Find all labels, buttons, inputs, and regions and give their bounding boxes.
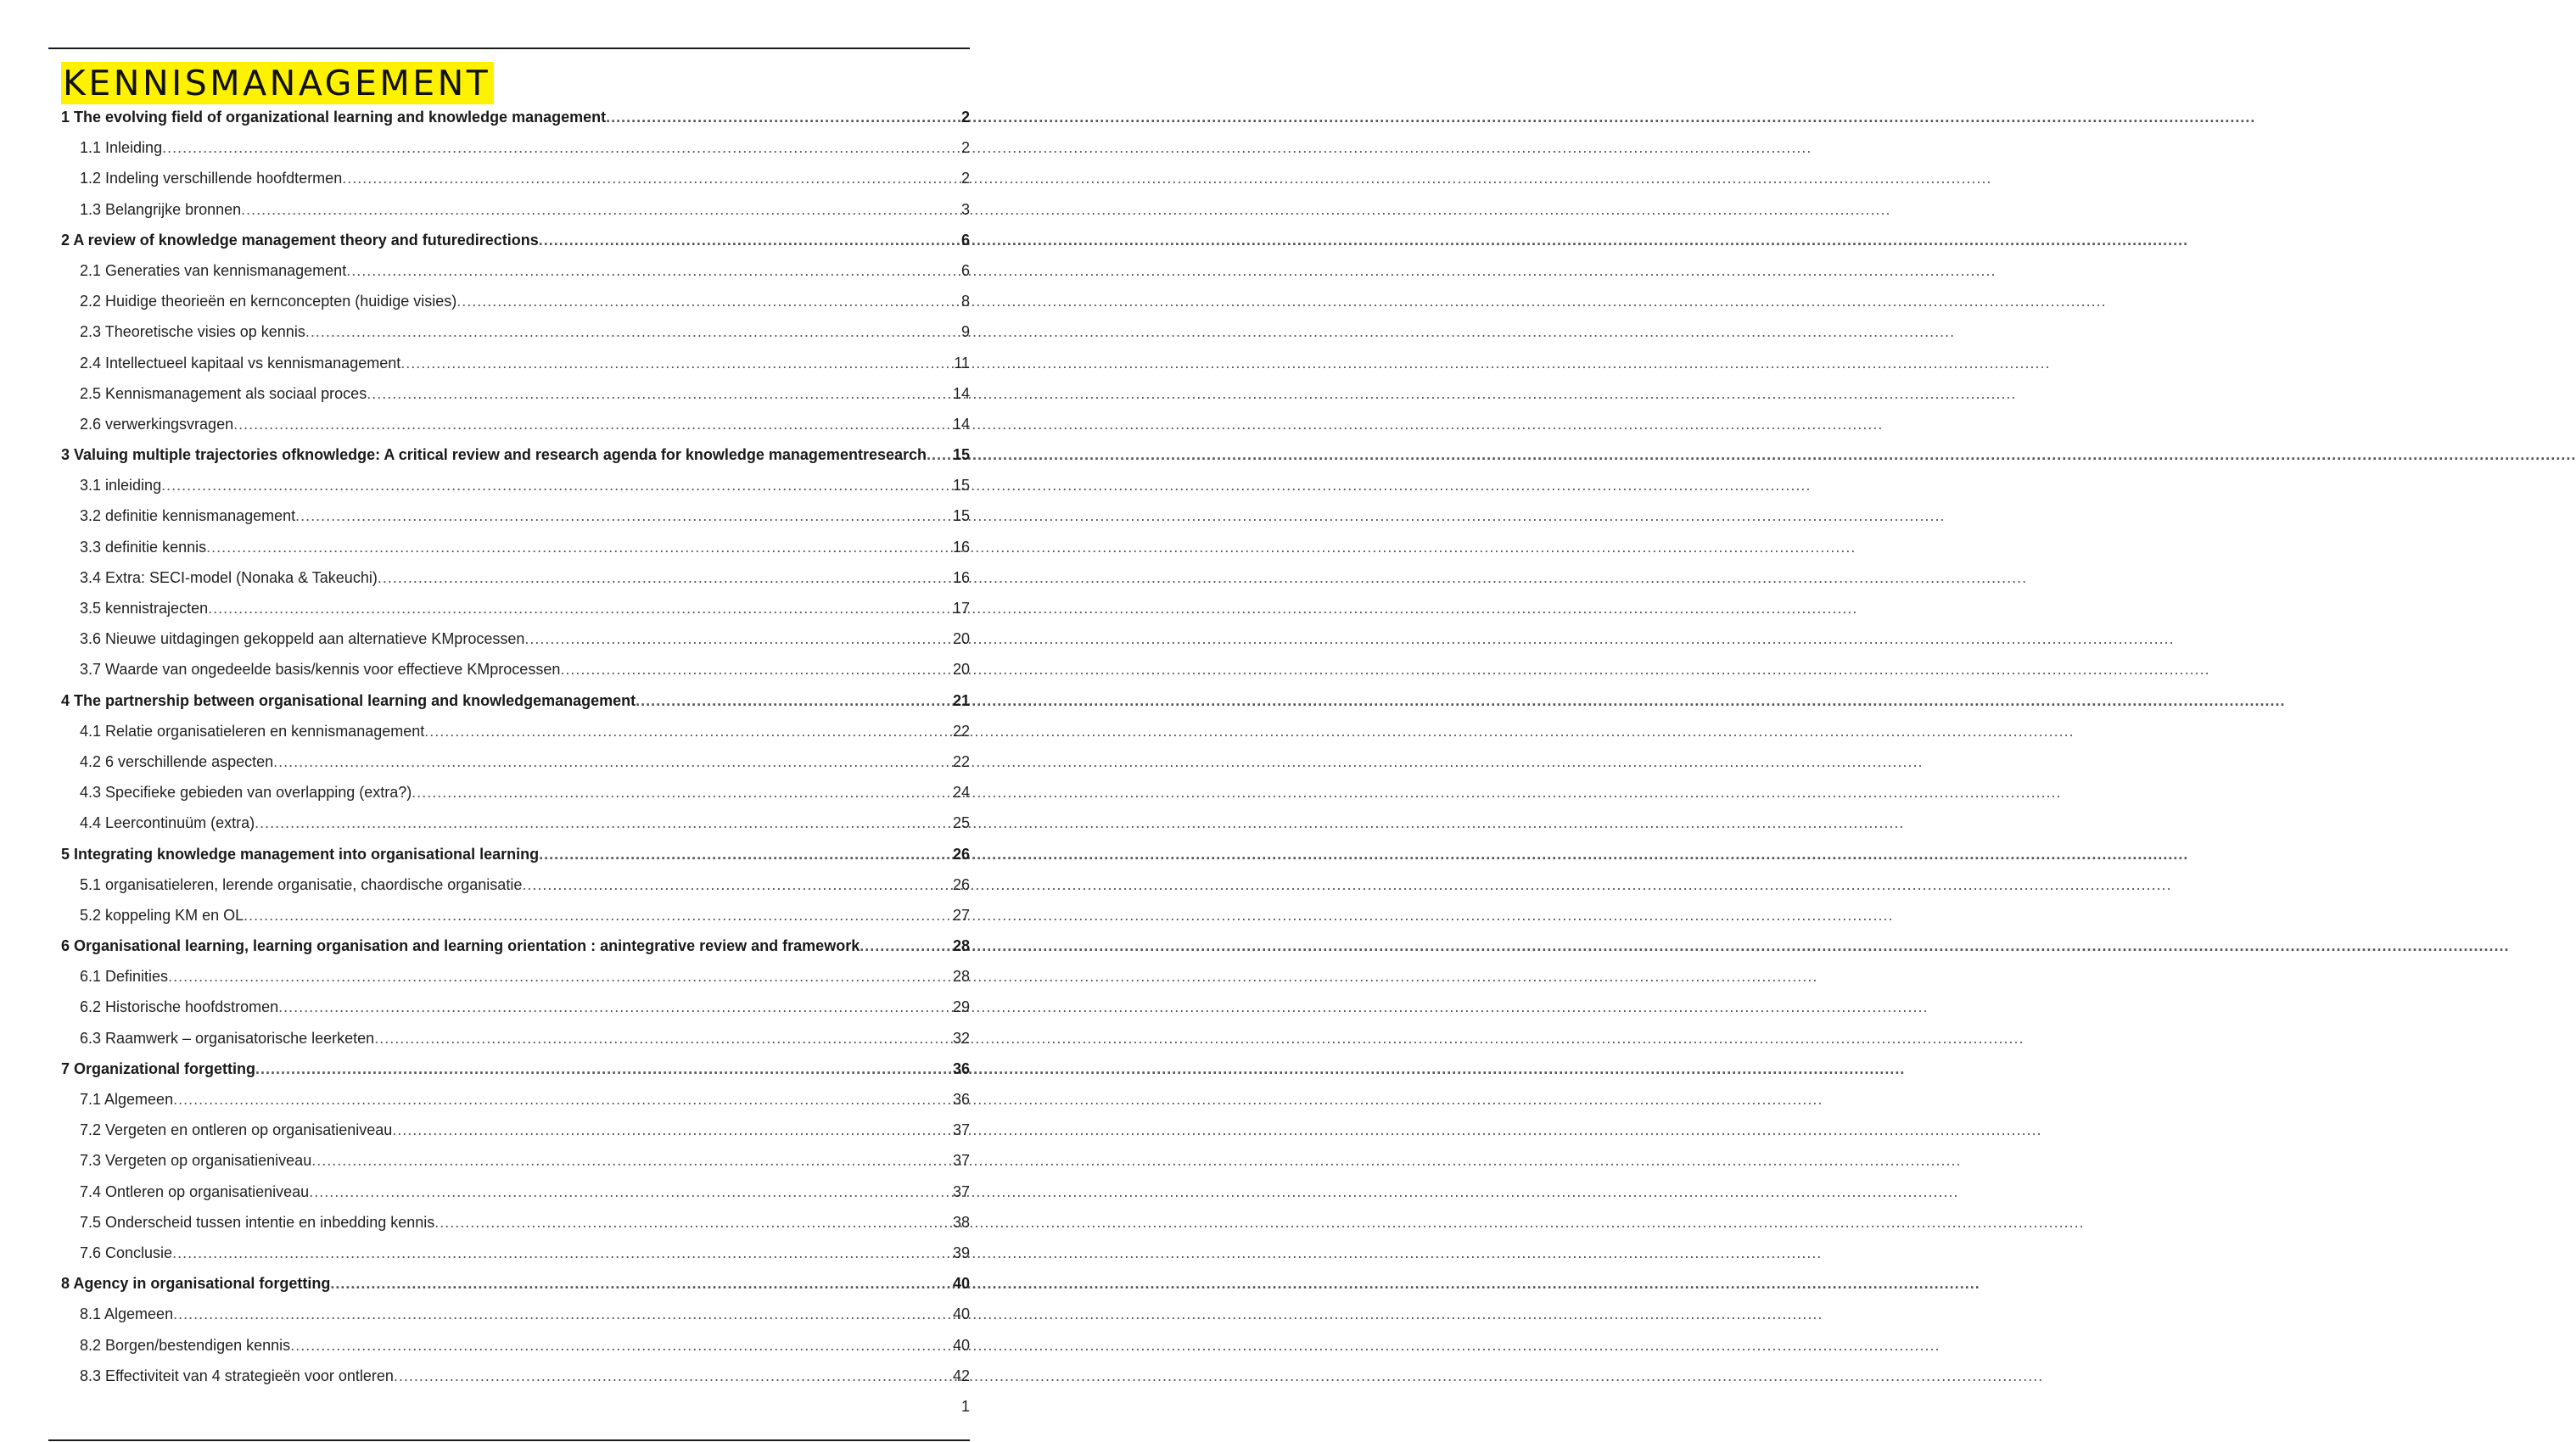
toc-entry-page: 11 xyxy=(954,354,970,372)
toc-entry-page: 2 xyxy=(960,170,970,187)
toc-entry-label: 2.1 Generaties van kennismanagement xyxy=(80,261,347,279)
toc-entry-label: 5.2 koppeling KM en OL xyxy=(80,906,244,924)
toc-entry-label: 3.1 inleiding xyxy=(80,477,162,495)
toc-dot-leader xyxy=(342,163,955,193)
toc-entry-page: 42 xyxy=(952,1367,970,1384)
toc-entry-page: 39 xyxy=(952,1244,970,1261)
toc-entry-page: 15 xyxy=(952,507,970,525)
toc-entry-page: 24 xyxy=(952,784,970,802)
toc-section-entry[interactable] xyxy=(61,1207,970,1238)
toc-entry-label: 8.1 Algemeen xyxy=(80,1305,174,1323)
toc-dot-leader xyxy=(456,286,955,316)
toc-dot-leader xyxy=(539,225,955,255)
toc-section-entry[interactable] xyxy=(61,1299,970,1329)
toc-entry-page: 37 xyxy=(952,1121,970,1139)
toc-entry-label: 8 Agency in organisational forgetting xyxy=(61,1275,331,1293)
toc-section-entry[interactable] xyxy=(61,593,970,623)
toc-dot-leader xyxy=(560,654,953,685)
toc-section-entry[interactable] xyxy=(61,470,970,500)
toc-entry-label: 2.2 Huidige theorieën en kernconcepten (huidige visies) xyxy=(80,293,457,310)
toc-dot-leader xyxy=(244,900,953,931)
toc-dot-leader xyxy=(424,716,953,746)
toc-section-entry[interactable] xyxy=(61,746,970,777)
toc-entry-label: 2 A review of knowledge management theory and futuredirections xyxy=(61,231,539,249)
toc-chapter-entry[interactable] xyxy=(61,1054,970,1084)
toc-chapter-entry[interactable] xyxy=(61,102,970,132)
toc-section-entry[interactable] xyxy=(61,500,970,531)
toc-section-entry[interactable] xyxy=(61,623,970,654)
toc-dot-leader xyxy=(394,1361,953,1391)
toc-dot-leader xyxy=(173,1299,953,1329)
toc-entry-label: 1 The evolving field of organizational learning and knowledge management xyxy=(61,109,607,126)
toc-entry-page: 16 xyxy=(952,538,970,556)
toc-entry-page: 6 xyxy=(960,261,970,279)
toc-entry-label: 4.1 Relatie organisatieleren en kennismanagement xyxy=(80,722,425,740)
toc-section-entry[interactable] xyxy=(61,992,970,1022)
toc-entry-label: 8.3 Effectiviteit van 4 strategieën voor ontleren xyxy=(80,1367,394,1384)
toc-entry-page: 25 xyxy=(952,814,970,832)
toc-section-entry[interactable] xyxy=(61,961,970,992)
toc-dot-leader xyxy=(606,102,955,132)
toc-entry-label: 6.1 Definities xyxy=(80,968,169,986)
toc-entry-label: 4 The partnership between organisational learning and knowledgemanagement xyxy=(61,691,636,709)
toc-dot-leader xyxy=(206,532,953,562)
title-block xyxy=(61,62,494,104)
toc-entry-label: 2.3 Theoretische visies op kennis xyxy=(80,323,305,341)
toc-dot-leader xyxy=(434,1207,953,1238)
table-of-contents xyxy=(61,102,970,1391)
toc-section-entry[interactable] xyxy=(61,316,970,347)
toc-entry-label: 6.2 Historische hoofdstromen xyxy=(80,998,279,1016)
toc-section-entry[interactable] xyxy=(61,654,970,685)
toc-entry-label: 3.7 Waarde van ongedeelde basis/kennis voor effectieve KMprocessen xyxy=(80,661,561,679)
toc-dot-leader xyxy=(346,255,955,286)
toc-dot-leader xyxy=(311,1145,953,1176)
toc-dot-leader xyxy=(162,132,955,163)
toc-dot-leader xyxy=(330,1268,953,1299)
toc-entry-page: 21 xyxy=(952,691,970,709)
toc-section-entry[interactable] xyxy=(61,163,970,193)
toc-entry-page: 22 xyxy=(952,752,970,770)
toc-entry-page: 28 xyxy=(952,937,970,955)
toc-dot-leader xyxy=(255,808,953,838)
toc-section-entry[interactable] xyxy=(61,1023,970,1054)
toc-entry-label: 7.1 Algemeen xyxy=(80,1091,174,1108)
toc-entry-page: 28 xyxy=(952,968,970,986)
toc-section-entry[interactable] xyxy=(61,900,970,931)
toc-entry-page: 8 xyxy=(960,293,970,310)
toc-entry-label: 2.5 Kennismanagement als sociaal proces xyxy=(80,384,367,402)
toc-dot-leader xyxy=(309,1177,953,1207)
toc-entry-page: 38 xyxy=(952,1213,970,1231)
page-number: 1 xyxy=(960,1398,970,1415)
toc-entry-label: 7.3 Vergeten op organisatieniveau xyxy=(80,1152,312,1170)
toc-section-entry[interactable] xyxy=(61,1361,970,1391)
toc-entry-page: 22 xyxy=(952,722,970,740)
toc-dot-leader xyxy=(241,194,955,225)
toc-section-entry[interactable] xyxy=(61,808,970,838)
document-title: KENNISMANAGEMENT xyxy=(61,62,494,104)
toc-entry-page: 9 xyxy=(960,323,970,341)
toc-section-entry[interactable] xyxy=(61,1238,970,1268)
toc-entry-page: 15 xyxy=(952,446,970,464)
toc-dot-leader xyxy=(378,562,953,593)
toc-entry-page: 40 xyxy=(952,1305,970,1323)
toc-dot-leader xyxy=(367,378,953,409)
toc-dot-leader xyxy=(539,839,953,869)
toc-entry-page: 29 xyxy=(952,998,970,1016)
toc-chapter-entry[interactable] xyxy=(61,225,970,255)
toc-dot-leader xyxy=(412,777,953,808)
toc-entry-page: 20 xyxy=(952,630,970,648)
toc-dot-leader xyxy=(233,409,953,439)
toc-chapter-entry[interactable] xyxy=(61,839,970,869)
header-rule xyxy=(48,48,970,49)
toc-section-entry[interactable] xyxy=(61,777,970,808)
toc-entry-label: 6.3 Raamwerk – organisatorische leerketen xyxy=(80,1029,375,1047)
toc-entry-label: 4.3 Specifieke gebieden van overlapping (extra?) xyxy=(80,784,412,802)
toc-dot-leader xyxy=(927,439,953,470)
toc-entry-label: 2.4 Intellectueel kapitaal vs kennismanagement xyxy=(80,354,401,372)
toc-dot-leader xyxy=(524,623,953,654)
toc-entry-label: 7.5 Onderscheid tussen intentie en inbedding kennis xyxy=(80,1213,435,1231)
toc-entry-label: 4.4 Leercontinuüm (extra) xyxy=(80,814,255,832)
toc-dot-leader xyxy=(168,961,953,992)
toc-dot-leader xyxy=(173,1084,953,1115)
toc-entry-label: 7.2 Vergeten en ontleren op organisatieniveau xyxy=(80,1121,393,1139)
toc-entry-label: 3.4 Extra: SECI-model (Nonaka & Takeuchi) xyxy=(80,568,378,586)
toc-entry-page: 6 xyxy=(960,231,970,249)
toc-entry-label: 1.2 Indeling verschillende hoofdtermen xyxy=(80,170,343,187)
toc-entry-label: 4.2 6 verschillende aspecten xyxy=(80,752,274,770)
toc-entry-label: 3.6 Nieuwe uitdagingen gekoppeld aan alternatieve KMprocessen xyxy=(80,630,525,648)
toc-entry-label: 8.2 Borgen/bestendigen kennis xyxy=(80,1336,291,1354)
toc-entry-page: 16 xyxy=(952,568,970,586)
footer-rule xyxy=(48,1439,970,1441)
toc-entry-page: 14 xyxy=(952,415,970,433)
toc-entry-label: 7.6 Conclusie xyxy=(80,1244,173,1261)
toc-dot-leader xyxy=(273,746,953,777)
toc-dot-leader xyxy=(305,316,955,347)
toc-section-entry[interactable] xyxy=(61,562,970,593)
toc-dot-leader xyxy=(392,1115,953,1145)
toc-section-entry[interactable] xyxy=(61,132,970,163)
toc-chapter-entry[interactable] xyxy=(61,685,970,716)
toc-dot-leader xyxy=(255,1054,953,1084)
toc-entry-label: 1.3 Belangrijke bronnen xyxy=(80,200,242,218)
toc-entry-label: 3.2 definitie kennismanagement xyxy=(80,507,296,525)
toc-entry-page: 36 xyxy=(952,1059,970,1077)
toc-entry-page: 36 xyxy=(952,1091,970,1108)
toc-dot-leader xyxy=(172,1238,953,1268)
toc-entry-label: 6 Organisational learning, learning organisation and learning orientation : anintegrative review and framework xyxy=(61,937,860,955)
toc-section-entry[interactable] xyxy=(61,348,970,378)
toc-section-entry[interactable] xyxy=(61,286,970,316)
toc-section-entry[interactable] xyxy=(61,716,970,746)
toc-section-entry[interactable] xyxy=(61,378,970,409)
toc-entry-page: 2 xyxy=(960,139,970,157)
toc-section-entry[interactable] xyxy=(61,532,970,562)
toc-dot-leader xyxy=(860,931,953,961)
toc-entry-page: 17 xyxy=(952,600,970,617)
toc-entry-label: 7 Organizational forgetting xyxy=(61,1059,256,1077)
toc-section-entry[interactable] xyxy=(61,409,970,439)
toc-entry-label: 7.4 Ontleren op organisatieniveau xyxy=(80,1182,310,1200)
toc-chapter-entry[interactable] xyxy=(61,931,970,961)
toc-entry-label: 5.1 organisatieleren, lerende organisatie, chaordische organisatie xyxy=(80,875,523,893)
toc-entry-page: 26 xyxy=(952,875,970,893)
toc-dot-leader xyxy=(522,869,953,900)
toc-entry-page: 15 xyxy=(952,477,970,495)
toc-dot-leader xyxy=(290,1330,953,1361)
toc-entry-label: 3.3 definitie kennis xyxy=(80,538,207,556)
toc-dot-leader xyxy=(295,500,953,531)
toc-entry-page: 27 xyxy=(952,906,970,924)
toc-dot-leader xyxy=(636,685,953,716)
toc-entry-label: 3 Valuing multiple trajectories ofknowledge: A critical review and research agenda for knowledge managementresearch xyxy=(61,446,927,464)
toc-section-entry[interactable] xyxy=(61,1084,970,1115)
toc-section-entry[interactable] xyxy=(61,194,970,225)
toc-chapter-entry[interactable] xyxy=(61,1268,970,1299)
toc-dot-leader xyxy=(400,348,954,378)
toc-entry-label: 2.6 verwerkingsvragen xyxy=(80,415,234,433)
toc-section-entry[interactable] xyxy=(61,869,970,900)
toc-entry-page: 37 xyxy=(952,1152,970,1170)
toc-entry-page: 3 xyxy=(960,200,970,218)
toc-entry-label: 1.1 Inleiding xyxy=(80,139,163,157)
toc-section-entry[interactable] xyxy=(61,1330,970,1361)
toc-entry-page: 37 xyxy=(952,1182,970,1200)
toc-section-entry[interactable] xyxy=(61,1145,970,1176)
toc-chapter-entry[interactable] xyxy=(61,439,970,470)
toc-entry-page: 26 xyxy=(952,845,970,863)
toc-dot-leader xyxy=(161,470,953,500)
toc-entry-page: 14 xyxy=(952,384,970,402)
toc-dot-leader xyxy=(208,593,953,623)
toc-dot-leader xyxy=(278,992,953,1022)
toc-entry-page: 20 xyxy=(952,661,970,679)
toc-section-entry[interactable] xyxy=(61,1177,970,1207)
toc-section-entry[interactable] xyxy=(61,1115,970,1145)
toc-entry-label: 3.5 kennistrajecten xyxy=(80,600,209,617)
toc-entry-page: 40 xyxy=(952,1336,970,1354)
toc-entry-label: 5 Integrating knowledge management into organisational learning xyxy=(61,845,540,863)
toc-dot-leader xyxy=(374,1023,953,1054)
toc-entry-page: 32 xyxy=(952,1029,970,1047)
toc-entry-page: 40 xyxy=(952,1275,970,1293)
toc-section-entry[interactable] xyxy=(61,255,970,286)
toc-entry-page: 2 xyxy=(960,109,970,126)
